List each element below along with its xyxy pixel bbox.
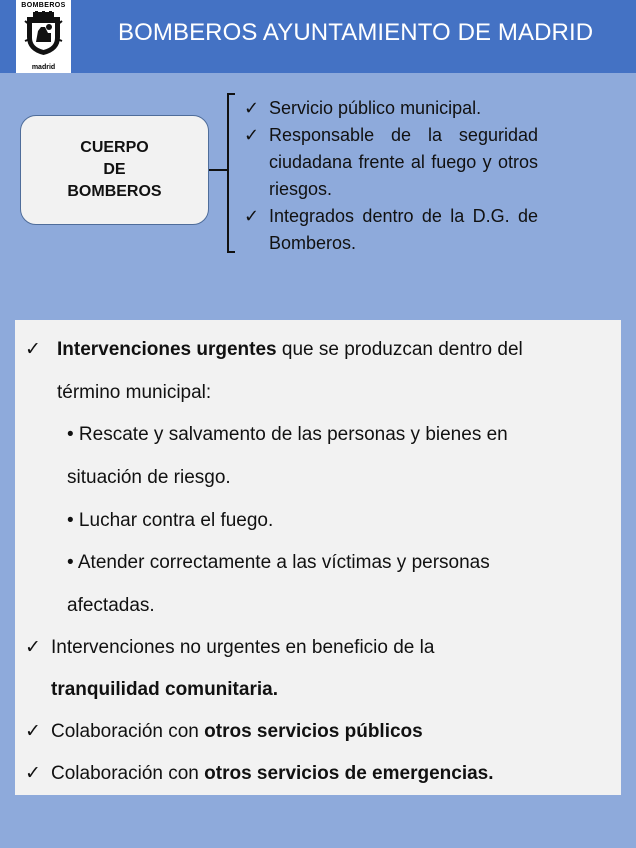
checkmark-icon: ✓ — [244, 98, 260, 118]
emergencias-prefix: Colaboración con — [51, 763, 205, 784]
definition-item — [242, 95, 538, 122]
non-urgent-line-2 — [51, 677, 278, 703]
subitem-victimas-line-2: afectadas. — [67, 595, 155, 616]
subitem-rescate-line-2: situación de riesgo. — [67, 467, 231, 488]
definition-item — [242, 122, 538, 203]
cuerpo-de-bomberos-box — [20, 115, 209, 225]
definition-item — [242, 203, 538, 257]
non-urgent-bold: tranquilidad comunitaria. — [51, 679, 278, 700]
bracket — [227, 93, 235, 253]
definition-text: Servicio público municipal. — [269, 98, 482, 118]
urgent-rest: que se produzcan dentro del — [276, 339, 523, 360]
list-item-urgent — [25, 337, 523, 363]
checkmark-icon: ✓ — [244, 206, 260, 226]
checkmark-icon: ✓ — [25, 339, 41, 360]
logo-bottom-text: madrid — [31, 64, 56, 71]
urgent-bold: Intervenciones urgentes — [57, 339, 277, 360]
checkmark-icon: ✓ — [25, 721, 41, 742]
connector-line — [209, 169, 228, 171]
definition-text: Responsable de la seguridad ciudadana frente al fuego y otros riesgos. — [269, 125, 538, 199]
page-title: BOMBEROS AYUNTAMIENTO DE MADRID — [118, 19, 594, 46]
checkmark-icon: ✓ — [25, 763, 41, 784]
header-bar — [0, 0, 636, 73]
non-urgent-line-1: Intervenciones no urgentes en beneficio de la — [51, 637, 435, 658]
subitem-victimas-line-1: • Atender correctamente a las víctimas y personas — [67, 552, 490, 573]
coat-of-arms-icon — [24, 11, 63, 57]
checkmark-icon: ✓ — [244, 125, 260, 145]
definition-list — [242, 95, 538, 257]
servicios-publicos-text — [51, 721, 423, 742]
box-line-1: CUERPO — [80, 139, 149, 156]
list-item-emergencias — [25, 761, 494, 787]
list-item-non-urgent — [25, 635, 434, 661]
servicios-publicos-bold: otros servicios públicos — [204, 721, 423, 742]
bomberos-madrid-logo — [16, 0, 71, 73]
list-item-servicios-publicos — [25, 719, 423, 745]
checkmark-icon: ✓ — [25, 637, 41, 658]
servicios-publicos-prefix: Colaboración con — [51, 721, 205, 742]
emergencias-text — [51, 763, 494, 784]
urgent-line-1 — [57, 339, 523, 360]
box-line-2: DE — [103, 161, 126, 178]
subitem-fuego: • Luchar contra el fuego. — [67, 510, 274, 531]
logo-top-text: BOMBEROS — [21, 2, 66, 9]
functions-panel — [15, 320, 621, 795]
emergencias-bold: otros servicios de emergencias. — [204, 763, 494, 784]
definition-text: Integrados dentro de la D.G. de Bomberos. — [269, 206, 538, 253]
urgent-line-2: término municipal: — [57, 382, 212, 403]
box-line-3: BOMBEROS — [67, 183, 162, 200]
subitem-rescate-line-1: • Rescate y salvamento de las personas y bienes en — [67, 424, 508, 445]
